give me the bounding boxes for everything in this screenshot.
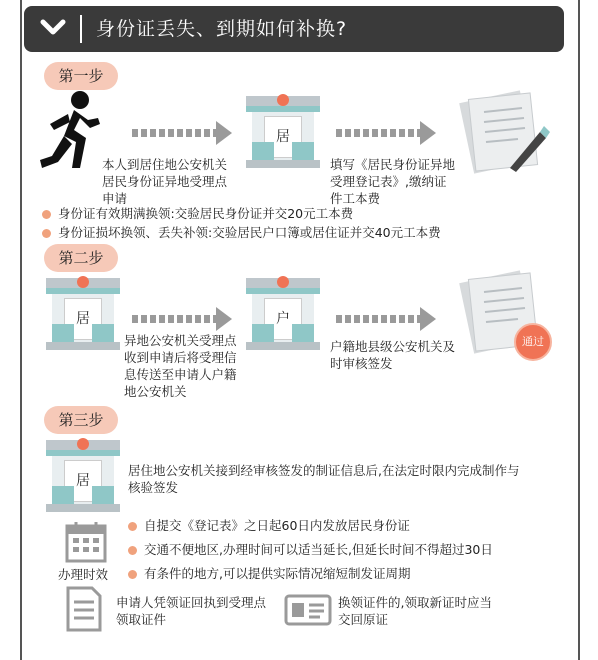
step-2-badge: 第二步	[44, 244, 118, 272]
calendar-icon	[64, 520, 108, 564]
running-person-icon	[38, 90, 104, 174]
bullet-dot	[128, 522, 137, 531]
step-1-bullet-2: 身份证损坏换领、丢失补领:交验居民户口簿或居住证并交40元工本费	[58, 225, 441, 240]
bullet-dot	[128, 546, 137, 555]
office-label: 居	[276, 129, 290, 146]
bullet-dot	[42, 210, 51, 219]
timing-bullet-2: 交通不便地区,办理时间可以适当延长,但延长时间不得超过30日	[144, 542, 493, 557]
step-3-badge: 第三步	[44, 406, 118, 434]
timing-bullet-3: 有条件的地方,可以提供实际情况缩短制发证周期	[144, 566, 411, 581]
step-2-right-text: 户籍地县级公安机关及 时审核签发	[330, 339, 456, 371]
flow-arrow-1	[132, 126, 232, 140]
step-2-left-text: 异地公安机关受理点 收到申请后将受理信 息传送至申请人户籍 地公安机关	[124, 333, 237, 399]
note-left-text: 申请人凭领证回执到受理点 领取证件	[116, 595, 267, 627]
step-1-badge: 第一步	[44, 62, 118, 90]
step-1-form-text: 填写《居民身份证异地 受理登记表》,缴纳证 件工本费	[330, 157, 456, 206]
office-label: 户	[276, 311, 290, 328]
receipt-icon	[64, 586, 104, 632]
step-1-bullet-1: 身份证有效期满换领:交验居民身份证并交20元工本费	[58, 206, 354, 221]
approved-stamp: 通过	[514, 323, 552, 361]
bullet-dot	[42, 229, 51, 238]
title-divider	[80, 15, 82, 43]
flow-arrow-2	[336, 126, 436, 140]
id-card-icon	[284, 594, 332, 626]
step-1-person-text: 本人到居住地公安机关 居民身份证异地受理点 申请	[102, 157, 228, 206]
page-title: 身份证丢失、到期如何补换?	[96, 18, 348, 40]
step-3-text: 居住地公安机关接到经审核签发的制证信息后,在法定时限内完成制作与 核验签发	[128, 463, 520, 495]
office-label: 居	[76, 473, 90, 490]
bullet-dot	[128, 570, 137, 579]
timing-label: 办理时效	[58, 567, 109, 582]
chevron-down-icon[interactable]	[40, 16, 66, 38]
flow-arrow-3	[132, 312, 232, 326]
note-right-text: 换领证件的,领取新证时应当 交回原证	[338, 595, 492, 627]
office-label: 居	[76, 311, 90, 328]
residence-office-icon	[246, 96, 320, 168]
residence-office-icon	[46, 278, 120, 350]
timing-bullet-1: 自提交《登记表》之日起60日内发放居民身份证	[144, 518, 410, 533]
flow-arrow-4	[336, 312, 436, 326]
residence-office-icon	[46, 440, 120, 512]
